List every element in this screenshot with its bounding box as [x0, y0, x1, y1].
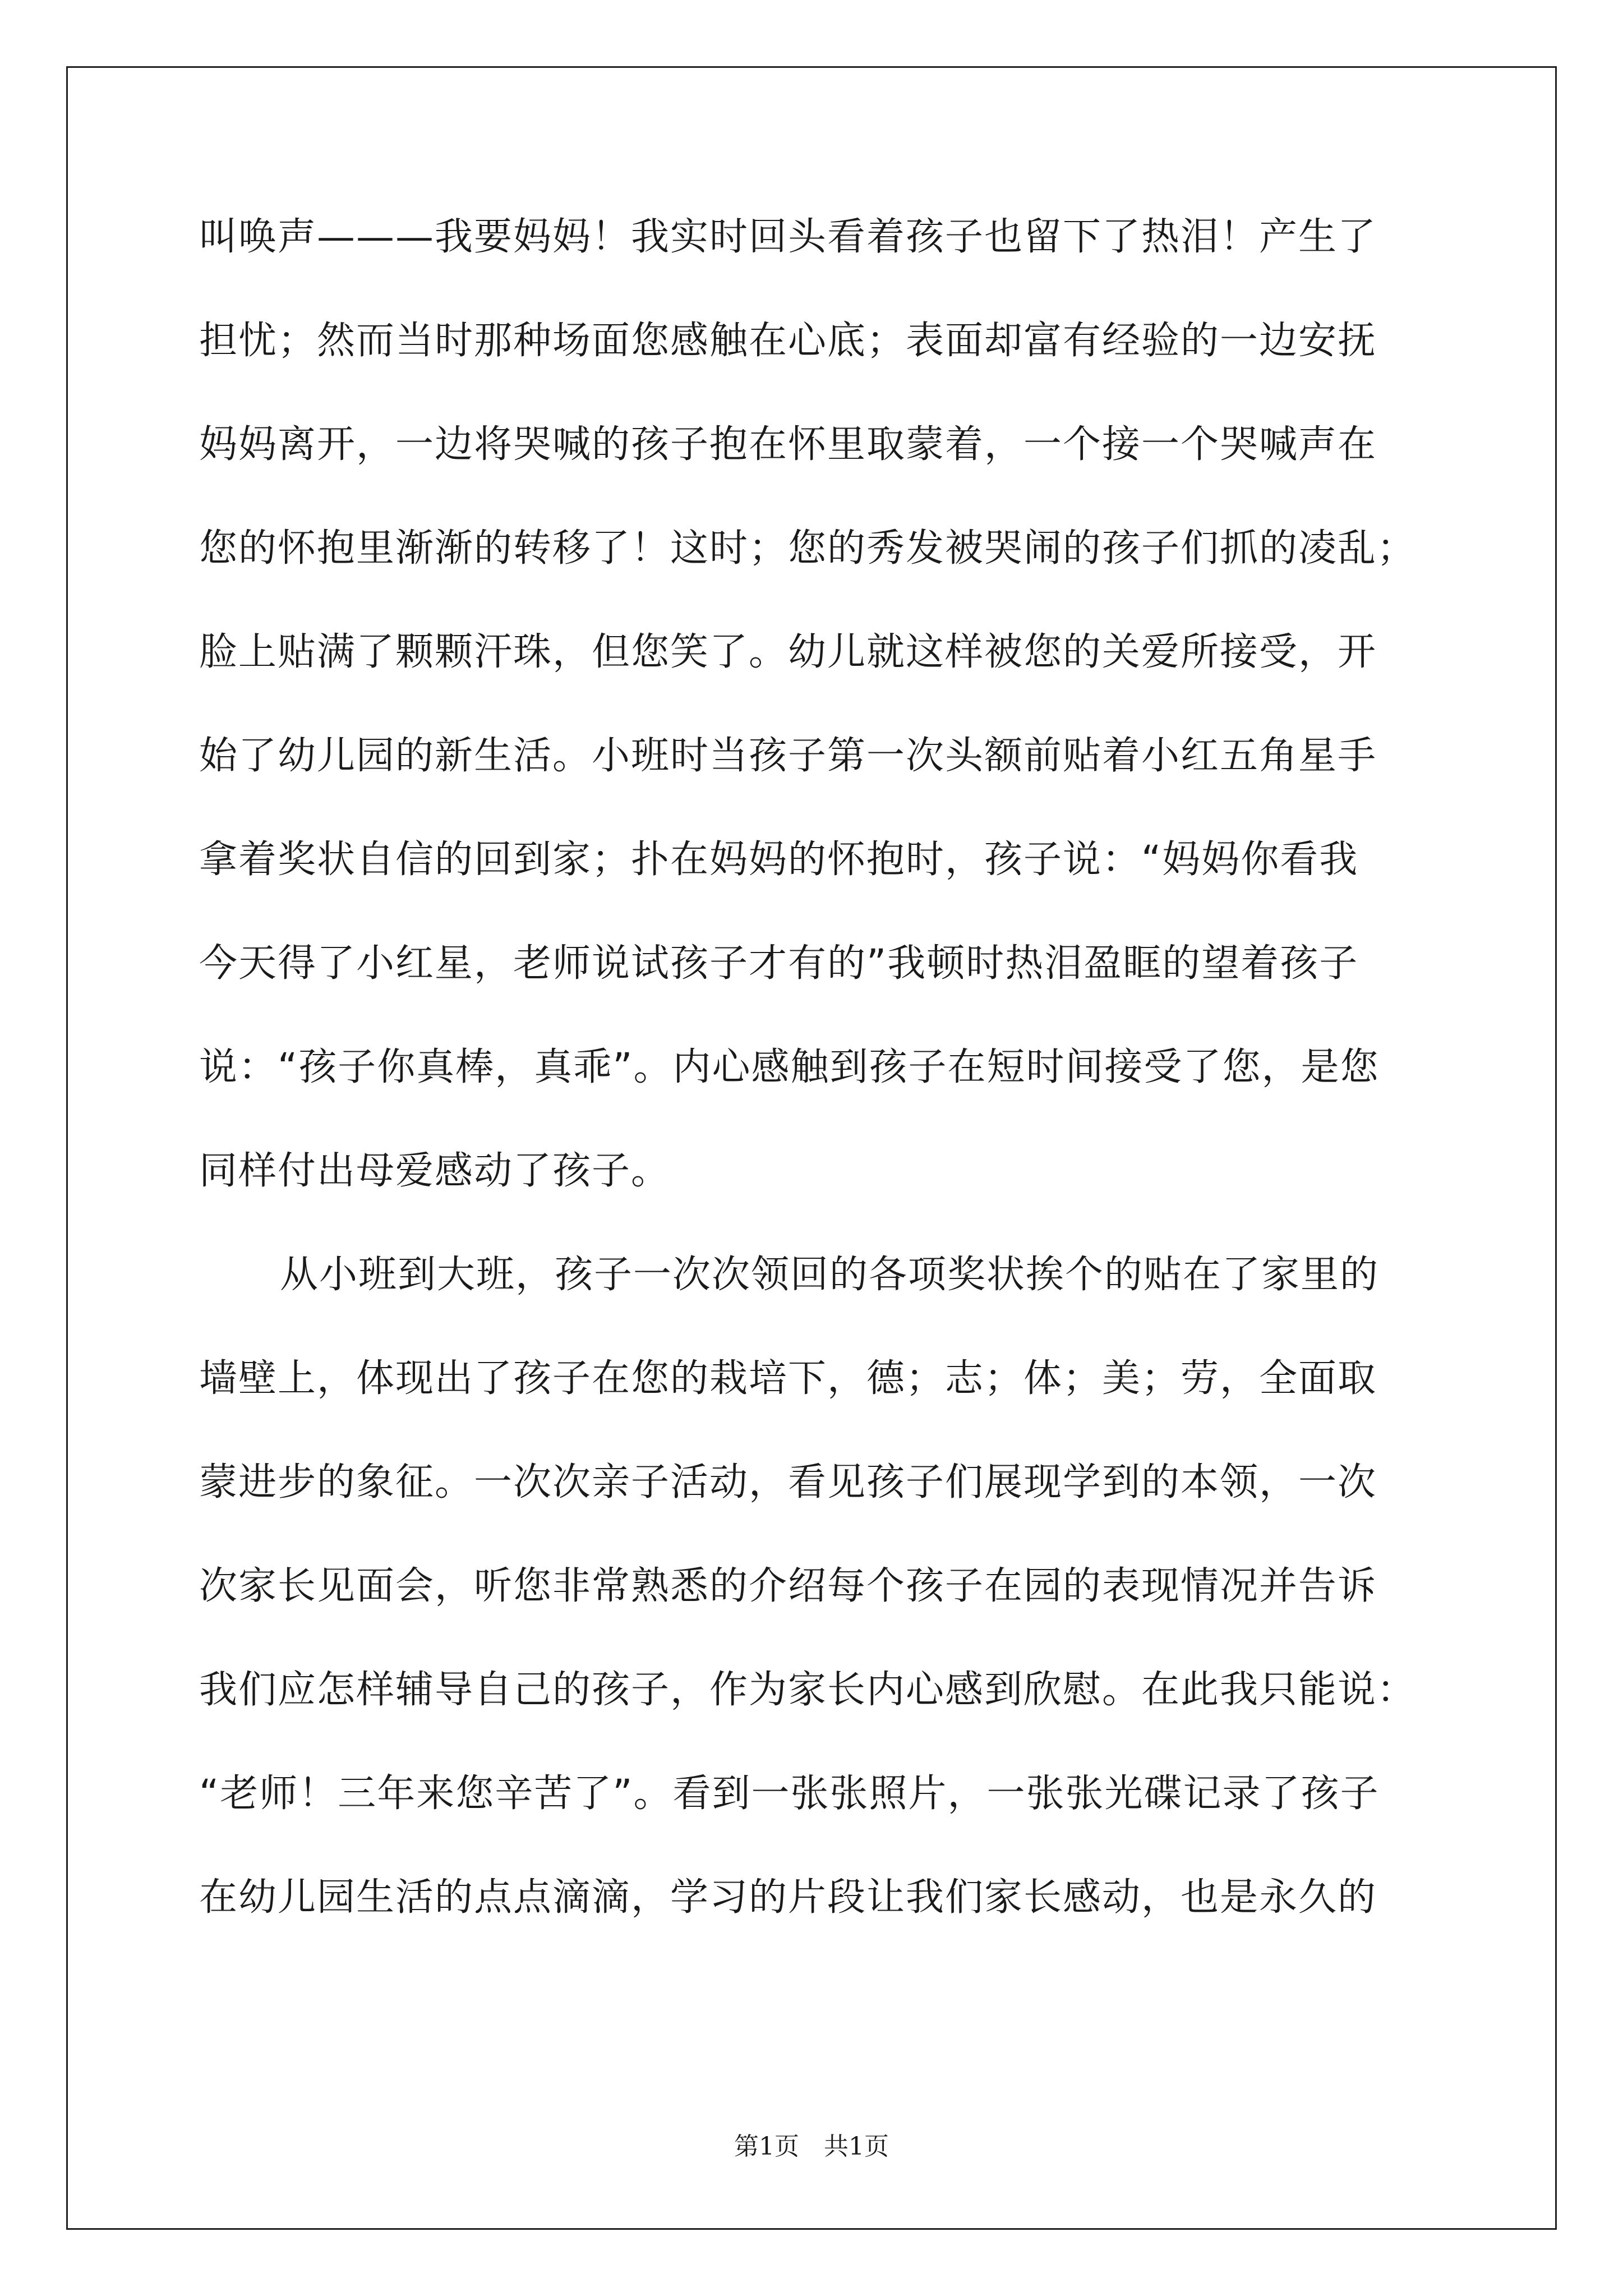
text-line: 脸上贴满了颗颗汗珠，但您笑了。幼儿就这样被您的关爱所接受，开 [199, 630, 1377, 674]
text-line: 蒙进步的象征。一次次亲子活动，看见孩子们展现学到的本领，一次 [199, 1460, 1377, 1504]
text-line: 拿着奖状自信的回到家；扑在妈妈的怀抱时，孩子说：“妈妈你看我 [199, 838, 1359, 882]
text-line: 次家长见面会，听您非常熟悉的介绍每个孩子在园的表现情况并告诉 [199, 1564, 1377, 1608]
text-line: 叫唤声———我要妈妈！我实时回头看着孩子也留下了热泪！产生了 [199, 215, 1377, 259]
text-line: 在幼儿园生活的点点滴滴，学习的片段让我们家长感动，也是永久的 [199, 1875, 1377, 1920]
text-line: 说：“孩子你真棒，真乖”。内心感触到孩子在短时间接受了您，是您 [199, 1045, 1380, 1089]
text-line: 妈妈离开，一边将哭喊的孩子抱在怀里取蒙着，一个接一个哭喊声在 [199, 422, 1377, 467]
text-line: “老师！三年来您辛苦了”。看到一张张照片，一张张光碟记录了孩子 [199, 1772, 1380, 1816]
paragraph-start-line: 从小班到大班，孩子一次次领回的各项奖状挨个的贴在了家里的 [280, 1253, 1380, 1297]
text-line: 担忧；然而当时那种场面您感触在心底；表面却富有经验的一边安抚 [199, 319, 1377, 363]
text-line: 您的怀抱里渐渐的转移了！这时；您的秀发被哭闹的孩子们抓的凌乱； [199, 526, 1417, 570]
text-line: 我们应怎样辅导自己的孩子，作为家长内心感到欣慰。在此我只能说： [199, 1668, 1417, 1712]
document-body [199, 210, 1422, 1975]
text-line: 今天得了小红星，老师说试孩子才有的”我顿时热泪盈眶的望着孩子 [199, 941, 1359, 986]
text-line: 始了幼儿园的新生活。小班时当孩子第一次头额前贴着小红五角星手 [199, 734, 1377, 778]
text-line: 墙壁上，体现出了孩子在您的栽培下，德；志；体；美；劳，全面取 [199, 1356, 1377, 1401]
text-line: 同样付出母爱感动了孩子。 [199, 1149, 671, 1193]
page-number-footer: 第1页 共1页 [734, 2132, 889, 2161]
